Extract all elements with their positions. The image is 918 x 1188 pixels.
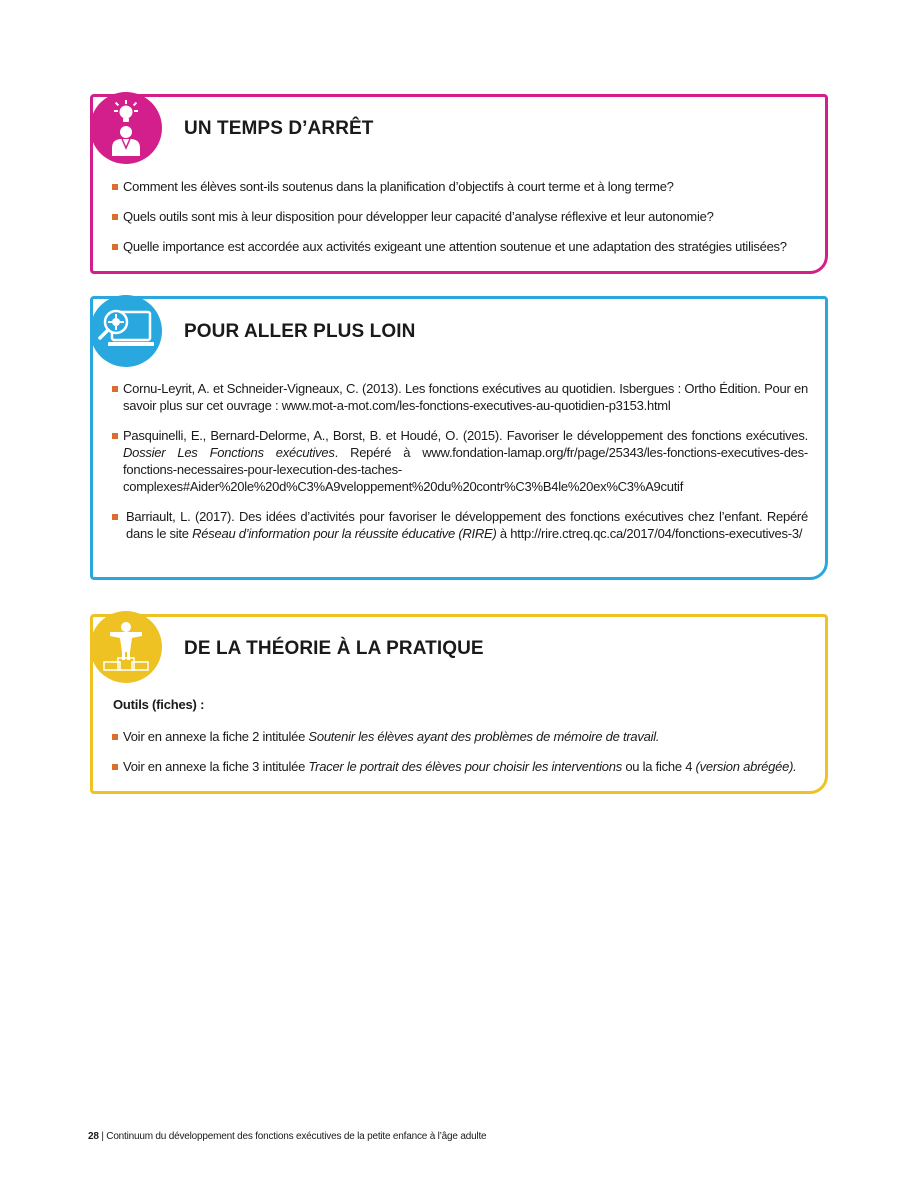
bullet-square-icon — [112, 386, 118, 392]
further-badge — [90, 295, 162, 367]
computer-search-icon — [96, 304, 156, 358]
list-item: Quels outils sont mis à leur disposition pour développer leur capacité d’analyse réflexive et leur autonomie? — [112, 208, 812, 225]
pause-badge — [90, 92, 162, 164]
page-footer — [88, 1131, 486, 1142]
list-item: Quelle importance est accordée aux activités exigeant une attention soutenue et une adaptation des stratégies utilisées? — [112, 238, 812, 255]
list-item: Barriault, L. (2017). Des idées d’activités pour favoriser le développement des fonctions exécutives chez l’enfant. Repéré dans le site Réseau d’information pour la réussite éducative (RIRE) à http://rire.ctreq.qc.ca/2017/04/fonctions-executives-3/ — [112, 508, 808, 542]
tools-label: Outils (fiches) : — [113, 697, 205, 712]
bullet-square-icon — [112, 764, 118, 770]
list-item: Pasquinelli, E., Bernard-Delorme, A., Borst, B. et Houdé, O. (2015). Favoriser le développement des fonctions exécutives. Dossier Les Fonctions exécutives. Repéré à www.fondation-lamap.org/fr/page/25343/les-fonctions-executives-des-fonctions-necessaires-pour-lexecution-des-taches-complexes#Aider%20le%20d%C3%A9veloppement%20du%20contr%C3%B4le%20ex%C3%A9cutif — [112, 427, 808, 495]
bullet-square-icon — [112, 433, 118, 439]
pause-question-list — [112, 178, 812, 268]
podium-person-icon — [96, 618, 156, 676]
list-item: Cornu-Leyrit, A. et Schneider-Vigneaux, C. (2013). Les fonctions exécutives au quotidien. Isbergues : Ortho Édition. Pour en savoir plus sur cet ouvrage : www.mot-a-mot.com/les-fonctions-executives-au-quotidien-p3153.html — [112, 380, 808, 414]
page-number: 28 — [88, 1131, 99, 1142]
list-item: Voir en annexe la fiche 2 intitulée Soutenir les élèves ayant des problèmes de mémoire de travail. — [112, 728, 812, 745]
footer-title: Continuum du développement des fonctions exécutives de la petite enfance à l’âge adulte — [106, 1131, 487, 1142]
bullet-square-icon — [112, 214, 118, 220]
bullet-square-icon — [112, 514, 118, 520]
bullet-square-icon — [112, 244, 118, 250]
person-lightbulb-icon — [98, 98, 154, 158]
practice-title: DE LA THÉORIE À LA PRATIQUE — [184, 638, 484, 659]
pause-title: UN TEMPS D’ARRÊT — [184, 118, 374, 139]
list-item: Voir en annexe la fiche 3 intitulée Tracer le portrait des élèves pour choisir les interventions ou la fiche 4 (version abrégée). — [112, 758, 812, 775]
practice-badge — [90, 611, 162, 683]
further-title: POUR ALLER PLUS LOIN — [184, 321, 416, 342]
list-item: Comment les élèves sont-ils soutenus dans la planification d’objectifs à court terme et à long terme? — [112, 178, 812, 195]
bullet-square-icon — [112, 184, 118, 190]
practice-tool-list — [112, 728, 812, 788]
footer-separator: | — [98, 1131, 107, 1142]
bullet-square-icon — [112, 734, 118, 740]
further-reference-list — [112, 380, 808, 555]
